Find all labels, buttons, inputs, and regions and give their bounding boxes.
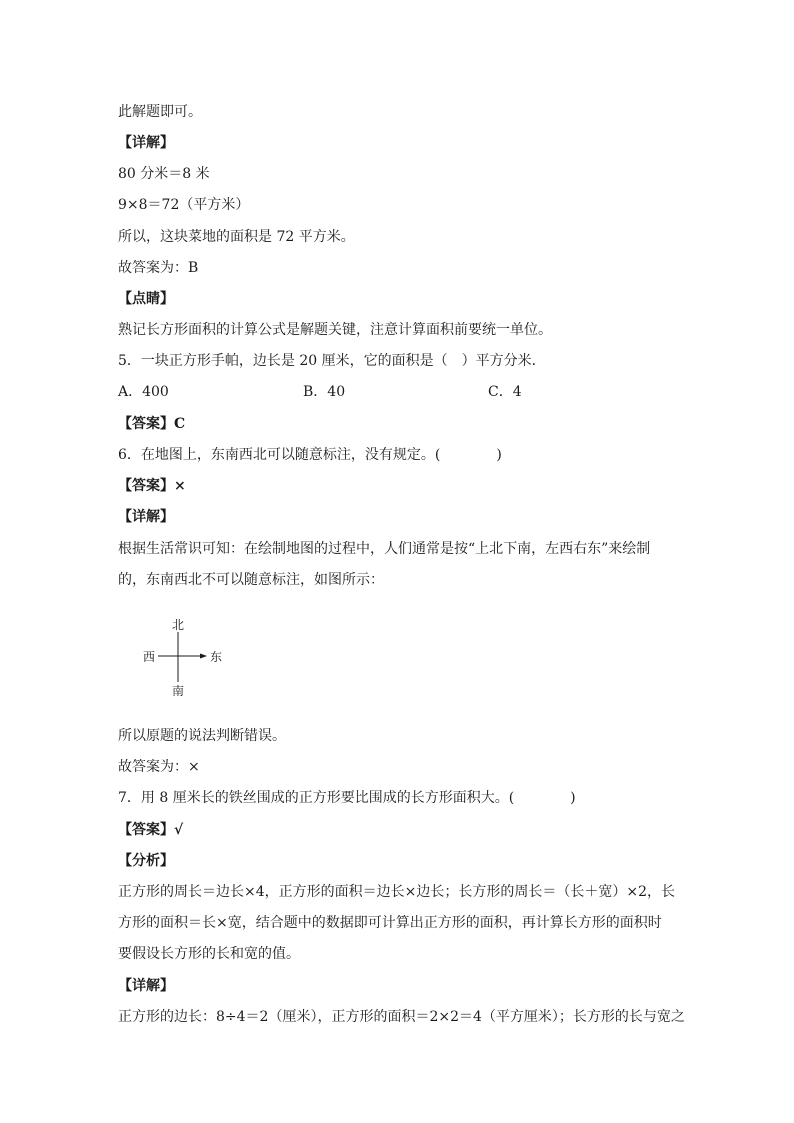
option-a: A．400 [118, 384, 169, 400]
text-line: 的，东南西北不可以随意标注，如图所示： [118, 572, 384, 588]
text-line: 根据生活常识可知：在绘制地图的过程中，人们通常是按“上北下南，左西右东”来绘制 [118, 541, 651, 557]
text-line: 正方形的周长＝边长×4，正方形的面积＝边长×边长；长方形的周长＝（长＋宽）×2，长 [118, 884, 676, 900]
text-line: 此解题即可。 [118, 104, 202, 120]
question-6: 6．在地图上，东南西北可以随意标注，没有规定。( ) [118, 447, 502, 463]
answer-5: 【答案】C [118, 416, 186, 432]
section-heading-detail: 【详解】 [118, 135, 174, 151]
question-7: 7．用 8 厘米长的铁丝围成的正方形要比围成的长方形面积大。( ) [118, 790, 576, 806]
text-line: 所以，这块菜地的面积是 72 平方米。 [118, 229, 355, 245]
text-line: 熟记长方形面积的计算公式是解题关键，注意计算面积前要统一单位。 [118, 322, 552, 338]
option-b: B．40 [303, 384, 346, 400]
answer-7: 【答案】√ [118, 822, 184, 838]
compass-east-label: 东 [210, 650, 223, 664]
text-line: 故答案为：× [118, 759, 200, 775]
text-line: 正方形的边长：8÷4＝2（厘米），正方形的面积＝2×2＝4（平方厘米）；长方形的长与宽之 [118, 1009, 685, 1025]
compass-west-label: 西 [143, 650, 156, 664]
question-5: 5．一块正方形手帕，边长是 20 厘米，它的面积是（ ）平方分米． [118, 353, 546, 369]
text-line: 方形的面积＝长×宽，结合题中的数据即可计算出正方形的面积，再计算长方形的面积时 [118, 915, 662, 931]
section-heading-analysis: 【分析】 [118, 853, 174, 869]
compass-diagram [140, 614, 230, 704]
section-heading-comment: 【点睛】 [118, 291, 174, 307]
text-line: 要假设长方形的长和宽的值。 [118, 946, 300, 962]
text-line: 80 分米＝8 米 [118, 166, 210, 182]
text-line: 9×8＝72（平方米） [118, 197, 250, 213]
answer-6: 【答案】× [118, 478, 186, 494]
section-heading-detail: 【详解】 [118, 978, 174, 994]
section-heading-detail: 【详解】 [118, 509, 174, 525]
text-line: 所以原题的说法判断错误。 [118, 728, 286, 744]
compass-north-label: 北 [172, 618, 185, 632]
text-line: 故答案为：B [118, 260, 199, 276]
compass-south-label: 南 [172, 684, 185, 698]
option-c: C．4 [488, 384, 522, 400]
